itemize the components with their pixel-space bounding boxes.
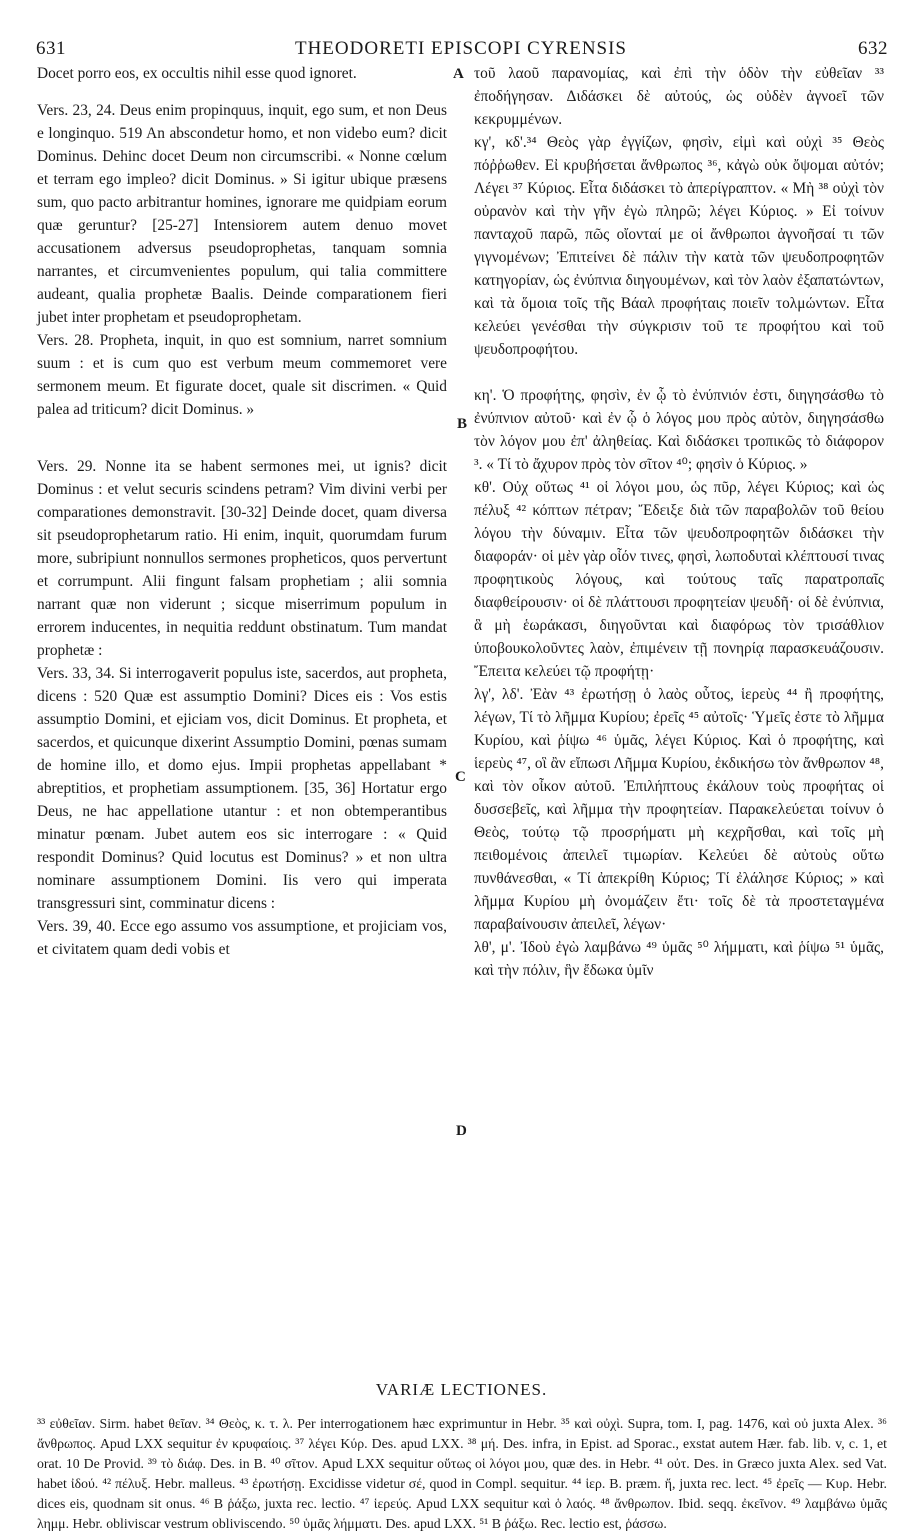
greek-column [474,62,884,982]
latin-paragraph-5: Vers. 33, 34. Si interrogaverit populus iste, sacerdos, aut propheta, dicens : 520 Quæ est assumptio Domini? Dices eis : Vos estis assumptio Domini, et ejiciam vos, dicit Dominus. Et propheta, et sacerdos, et quicunque dixerint Assumptio Domini, pœnas sumam de homine illo, et domo ejus. Impii prophetas appellabant * abreptitios, et prophetiam assumptionem. [35, 36] Hortatur ergo Deus, ne hac appellatione utantur : et non obtemperantibus minatur pœnam. Jubet autem eos sic interrogare : « Quid respondit Dominus? Quid locutus est Dominus? » et non ultra nominare assumptionem Domini. Iis vero qui imperata transgressuri sint, comminatur dicens : [37,665,447,912]
latin-paragraph-4: Vers. 29. Nonne ita se habent sermones mei, ut ignis? dicit Dominus : et velut securis scindens petram? Vim divini verbi per comparationes demonstravit. [30-32] Deinde docet, quam diversa sit pseudoprophetarum ratio. Hi enim, inquit, quorumdam furum more, subripiunt nonnullos sermones propheticos, quos pervertunt et corrumpunt. Alii fingunt falsam prophetiam ; alii somnia narrant quæ non viderunt ; sicque miserrimum populum in errorem inducentes, in nequitia reddunt obstinatum. Tum mandat prophetæ : [37,458,447,659]
greek-paragraph-1: τοῦ λαοῦ παρανομίας, καὶ ἐπὶ τὴν ὁδὸν τὴν εὐθεῖαν ³³ ἐποδήγησαν. Διδάσκει δὲ αὐτούς, ὡς οὐδὲν ἀγνοεῖ τῶν κεκρυμμένων. [474,65,884,128]
latin-column [37,62,447,961]
margin-marker-c: C [455,769,466,785]
page-number-right: 632 [858,38,888,59]
greek-paragraph-5: λγ', λδ'. Ἐὰν ⁴³ ἐρωτήσῃ ὁ λαὸς οὗτος, ἱερεὺς ⁴⁴ ἢ προφήτης, λέγων, Τί τὸ λῆμμα Κυρίου; ἐρεῖς ⁴⁵ αὐτοῖς· Ὑμεῖς ἐστε τὸ λῆμμα Κυρίου, καὶ ῥίψω ⁴⁶ ὑμᾶς, λέγει Κύριος. Καὶ ὁ προφήτης, καὶ ἱερεὺς ⁴⁷, οἳ ἂν εἴπωσι Λῆμμα Κυρίου, ἐκδικήσω τὸν ἄνθρωπον ⁴⁸, καὶ τὸν οἶκον αὐτοῦ. Ἐπιλήπτους ἐκάλουν τοὺς προφήτας οἱ δυσσεβεῖς, καὶ λῆμμα τὴν προφητείαν. Παρακελεύεται τοίνυν ὁ Θεὸς, τούτῳ τῷ προσρήματι μὴ κεχρῆσθαι, καὶ τοῖς μὴ πειθομένοις ἀπειλεῖ τιμωρίαν. Κελεύει δὲ αὐτοὺς οὕτω πυνθάνεσθαι, « Τί ἀπεκρίθη Κύριος; Τί ἐλάλησε Κύριος; » καὶ λῆμμα Κυρίου μὴ ὀνομάζειν ἔτι· τοῖς δὲ τὰ προστεταγμένα παραβαίνουσιν ἀπειλεῖ, λέγων· [474,686,884,933]
variae-lectiones-text: ³³ εὐθεῖαν. Sirm. habet θεῖαν. ³⁴ Θεὸς, κ. τ. λ. Per interrogationem hæc exprimuntur in Hebr. ³⁵ καὶ οὐχὶ. Supra, tom. I, pag. 1476, καὶ οὐ juxta Alex. ³⁶ ἄνθρωπος. Apud LXX sequitur ἐν κρυφαίοις. ³⁷ λέγει Κύρ. Des. apud LXX. ³⁸ μή. Des. infra, in Epist. ad Sporac., exstat autem Hær. fab. lib. v, c. 1, et orat. 10 De Provid. ³⁹ τὸ διάφ. Des. in B. ⁴⁰ σῖτον. Apud LXX sequitur οὕτως οἱ λόγοι μου, quæ des. in Hebr. ⁴¹ οὐτ. Des. in Græco juxta Alex. sed Vat. habet ἰδού. ⁴² πέλυξ. Hebr. malleus. ⁴³ ἐρωτήσῃ. Excidisse videtur σέ, quod in Compl. sequitur. ⁴⁴ ἱερ. B. præm. ἤ, juxta rec. lect. ⁴⁵ ἐρεῖς — Κυρ. Hebr. dices eis, quodnam sit onus. ⁴⁶ B ῥάξω, juxta rec. lectio. ⁴⁷ ἱερεύς. Apud LXX sequitur καὶ ὁ λαός. ⁴⁸ ἄνθρωπον. Ibid. seqq. ἐκεῖνον. ⁴⁹ λαμβάνω ὑμᾶς λημμ. Hebr. obliviscar vestrum obliviscendo. ⁵⁰ ὑμᾶς λήμματι. Des. apud LXX. ⁵¹ B ῥάξω. Rec. lectio est, ῥάσσω. [37,1416,887,1531]
margin-marker-b: B [457,416,468,432]
latin-paragraph-1: Docet porro eos, ex occultis nihil esse quod ignoret. [37,65,357,82]
margin-marker-d: D [456,1123,467,1139]
running-title: THEODORETI EPISCOPI CYRENSIS [294,38,628,59]
latin-paragraph-2: Vers. 23, 24. Deus enim propinquus, inquit, ego sum, et non Deus e longinquo. 519 An abscondetur homo, et non videbo eum? dicit Dominus. Dehinc docet Deum non circumscribi. « Nonne cœlum et terram ego impleo? dicit Dominus. » Si igitur ubique præsens sum, quo pacto arbitrantur homines, ignorare me quidpiam eorum quæ geruntur? [25-27] Intensiorem autem denuo movet accusationem adversus pseudoprophetas, tanquam somnia narrantes, et circumvenientes populum, qui talia committere audeant, qualia prophetæ Baalis. Deinde comparationem fieri jubet inter prophetam et pseudoprophetam. [37,102,447,326]
variae-lectiones-heading: VARIÆ LECTIONES. [375,1380,548,1399]
margin-marker-a: A [453,66,464,82]
greek-paragraph-2: κγ', κδ'.³⁴ Θεὸς γὰρ ἐγγίζων, φησὶν, εἰμὶ καὶ οὐχὶ ³⁵ Θεὸς πόῤῥωθεν. Εἰ κρυβήσεται ἄνθρωπος ³⁶, κἀγὼ οὐκ ὄψομαι αὐτόν; Λέγει ³⁷ Κύριος. Εἶτα διδάσκει τὸ ἀπερίγραπτον. « Μὴ ³⁸ οὐχὶ τὸν οὐρανὸν καὶ τὴν γῆν ἐγὼ πληρῶ; λέγει Κύριος. » Εἰ τοίνυν πανταχοῦ παρῶ, πῶς οἴονταί με οἱ ἄνθρωποι ἀγνοῆσαί τι τῶν γιγνομένων; Ἐπιτείνει δὲ πάλιν τὴν κατὰ τῶν ψευδοπροφητῶν κατηγορίαν, ὡς ἐνύπνια διηγουμένων, καὶ τὸν λαὸν ἐξαπατώντων, καὶ τὰ ὅμοια τοῖς τῆς Βάαλ προφήταις ποιεῖν τολμώντων. Εἶτα κελεύει γενέσθαι τὴν σύγκρισιν τοῦ τε προφήτου καὶ τοῦ ψευδοπροφήτου. [474,134,884,358]
variae-lectiones-notes [37,1414,887,1534]
greek-paragraph-6: λθ', μ'. Ἰδοὺ ἐγὼ λαμβάνω ⁴⁹ ὑμᾶς ⁵⁰ λήμματι, καὶ ῥίψω ⁵¹ ὑμᾶς, καὶ τὴν πόλιν, ἣν ἔδωκα ὑμῖν [474,939,884,979]
page-header [30,38,892,62]
greek-paragraph-3: κη'. Ὁ προφήτης, φησὶν, ἐν ᾧ τὸ ἐνύπνιόν ἐστι, διηγησάσθω τὸ ἐνύπνιον αὐτοῦ· καὶ ἐν ᾧ ὁ λόγος μου πρὸς αὐτὸν, διηγησάσθω τὸν λόγον μου ἐπ' ἀληθείας. Καὶ διδάσκει τροπικῶς τὸ διάφορον ³. « Τί τὸ ἄχυρον πρὸς τὸν σῖτον ⁴⁰; φησὶν ὁ Κύριος. » [474,387,884,473]
latin-paragraph-3: Vers. 28. Propheta, inquit, in quo est somnium, narret somnium suum : et is cum quo est verbum meum commemoret vere sermonem meum. Et figurate docet, quale sit discrimen. « Quid palea ad triticum? dicit Dominus. » [37,332,447,418]
page-number-left: 631 [36,38,66,59]
latin-paragraph-6: Vers. 39, 40. Ecce ego assumo vos assumptione, et projiciam vos, et civitatem quam dedi vobis et [37,918,447,958]
greek-paragraph-4: κθ'. Οὐχ οὕτως ⁴¹ οἱ λόγοι μου, ὡς πῦρ, λέγει Κύριος; καὶ ὡς πέλυξ ⁴² κόπτων πέτραν; Ἔδειξε διὰ τῶν παραβολῶν τοῦ θείου λόγου τὴν δύναμιν. Εἶτα τῶν ψευδοπροφητῶν διδάσκει τὴν διαφοράν· οἱ μὲν γὰρ οἷόν τινες, φησὶ, λωποδυταὶ κλέπτουσί τινας προφητικοὺς λόγους, καὶ τούτους ταῖς παρατροπαῖς διαφθείρουσιν· οἱ δὲ πλάττουσι προφητείαν ψευδῆ· οἱ δὲ ἐνύπνια, ἃ μὴ ἑωράκασι, διηγοῦνται καὶ διαφόρως τὸν τρισάθλιον ὑποβουκολοῦντες λαὸν, ἐπιμένειν τῇ πονηρίᾳ παρασκευάζουσιν. Ἔπειτα κελεύει τῷ προφήτῃ· [474,479,884,680]
